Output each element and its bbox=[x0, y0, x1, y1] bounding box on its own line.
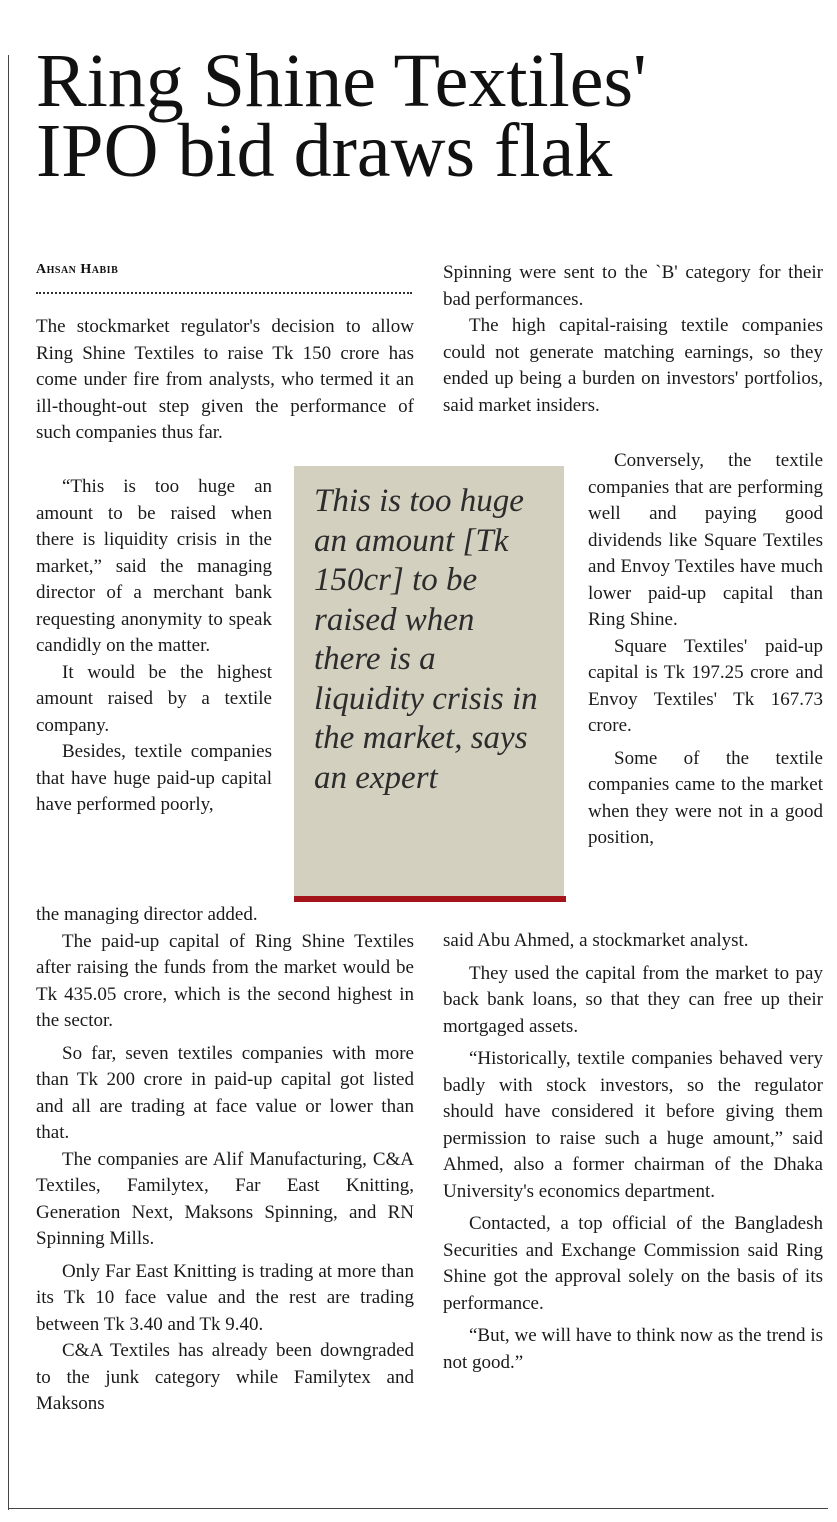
bottom-border-rule bbox=[8, 1508, 828, 1509]
paragraph: C&A Textiles has already been downgraded to the junk category while Familytex and Maksons bbox=[36, 1340, 414, 1414]
column-1-top bbox=[36, 314, 414, 447]
column-1-bottom bbox=[36, 902, 414, 1418]
paragraph: It would be the highest amount raised by a textile company. bbox=[36, 661, 272, 736]
headline-line-1: Ring Shine Textiles' bbox=[36, 39, 647, 123]
byline: Ahsan Habib bbox=[36, 262, 119, 277]
column-2-wrap bbox=[588, 448, 823, 852]
paragraph: Spinning were sent to the `B' category for their bad performances. bbox=[443, 262, 823, 310]
paragraph: So far, seven textiles companies with more than Tk 200 crore in paid-up capital got listed and all are trading at face value or lower than that. bbox=[36, 1042, 414, 1143]
headline-line-2: IPO bid draws flak bbox=[36, 109, 613, 193]
paragraph: The companies are Alif Manufacturing, C&A Textiles, Familytex, Far East Knitting, Generation Next, Maksons Spinning, and RN Spinning Mills. bbox=[36, 1148, 414, 1249]
column-1-wrap bbox=[36, 474, 272, 819]
paragraph: The high capital-raising textile companies could not generate matching earnings, so they ended up being a burden on investors' portfolios, said market insiders. bbox=[443, 315, 823, 416]
column-2-top bbox=[443, 260, 823, 419]
column-2-bottom bbox=[443, 928, 823, 1376]
paragraph: Besides, textile companies that have huge paid-up capital have performed poorly, bbox=[36, 741, 272, 815]
paragraph: They used the capital from the market to pay back bank loans, so that they can free up their mortgaged assets. bbox=[443, 962, 823, 1037]
byline-divider bbox=[36, 292, 412, 294]
paragraph: Contacted, a top official of the Bangladesh Securities and Exchange Commission said Ring Shine got the approval solely on the basis of its performance. bbox=[443, 1213, 823, 1314]
left-border-rule bbox=[8, 55, 9, 1510]
paragraph: Some of the textile companies came to the market when they were not in a good position, bbox=[588, 747, 823, 848]
paragraph: “But, we will have to think now as the trend is not good.” bbox=[443, 1325, 823, 1373]
paragraph: said Abu Ahmed, a stockmarket analyst. bbox=[443, 930, 749, 951]
paragraph: The stockmarket regulator's decision to allow Ring Shine Textiles to raise Tk 150 crore has come under fire from analysts, who termed it an ill-thought-out step given the performance of such companies thus far. bbox=[36, 316, 414, 443]
pull-quote-text: This is too huge an amount [Tk 150cr] to be raised when there is a liquidity crisis in the market, says an expert bbox=[314, 483, 538, 796]
paragraph: “This is too huge an amount to be raised when there is liquidity crisis in the market,” said the managing director of a merchant bank requesting anonymity to speak candidly on the matter. bbox=[36, 476, 272, 656]
paragraph: “Historically, textile companies behaved very badly with stock investors, so the regulator should have considered it before giving them permission to raise such a huge amount,” said Ahmed, also a former chairman of the Dhaka University's economics department. bbox=[443, 1048, 823, 1202]
paragraph: Only Far East Knitting is trading at more than its Tk 10 face value and the rest are trading between Tk 3.40 and Tk 9.40. bbox=[36, 1260, 414, 1335]
paragraph: Conversely, the textile companies that are performing well and paying good dividends like Square Textiles and Envoy Textiles have much lower paid-up capital than Ring Shine. bbox=[588, 450, 823, 630]
pull-quote-box bbox=[294, 466, 564, 902]
pull-quote-accent-bar bbox=[294, 896, 566, 902]
headline bbox=[36, 39, 826, 193]
paragraph: The paid-up capital of Ring Shine Textiles after raising the funds from the market would be Tk 435.05 crore, which is the second highest in the sector. bbox=[36, 930, 414, 1031]
paragraph: the managing director added. bbox=[36, 904, 258, 925]
paragraph: Square Textiles' paid-up capital is Tk 197.25 crore and Envoy Textiles' Tk 167.73 crore. bbox=[588, 635, 823, 736]
